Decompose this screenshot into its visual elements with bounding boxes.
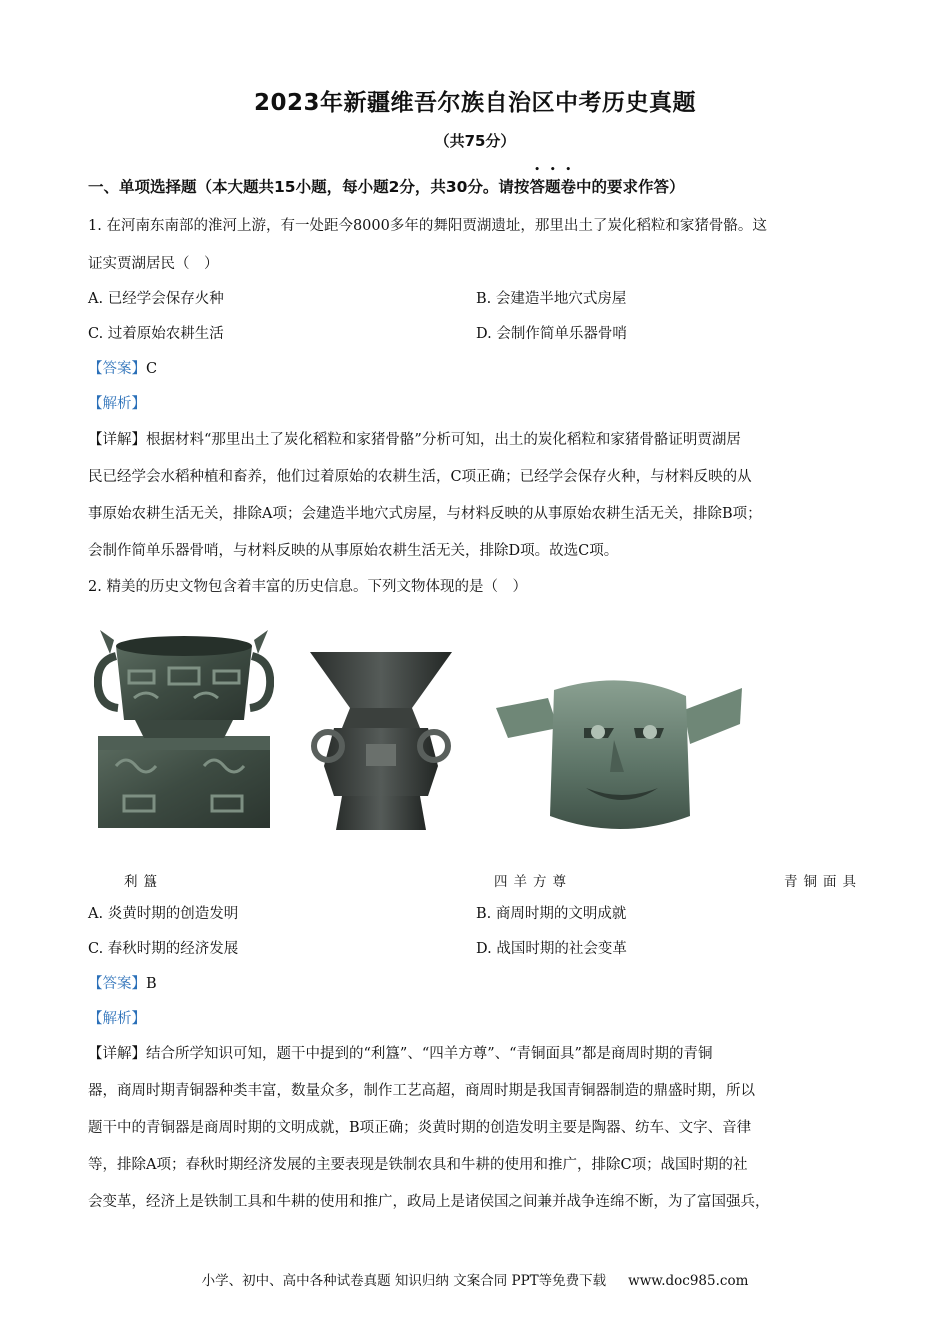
q1-detail-line: 民已经学会水稻种植和畜养，他们过着原始的农耕生活，C项正确；已经学会保存火种，与材料反映的从 (88, 469, 752, 485)
detail-text: 结合所学知识可知，题干中提到的“利簋”、“四羊方尊”、“青铜面具”都是商周时期的青铜 (146, 1046, 713, 1062)
li-gui-image (94, 626, 274, 831)
q1-stem-line: 1. 在河南东南部的淮河上游，有一处距今8000多年的舞阳贾湖遗址，那里出土了炭化稻粒和家猪骨骼。这 (88, 218, 767, 234)
q2-analysis-tag: 【解析】 (88, 1011, 146, 1027)
page-title: 2023年新疆维吾尔族自治区中考历史真题 (253, 90, 696, 116)
caption-four-ram-zun: 四羊方尊 (494, 874, 572, 890)
four-ram-zun-image (306, 644, 456, 834)
section-heading-suffix: 中的要求作答） (575, 178, 685, 196)
emphasis-char: 题 (544, 178, 561, 196)
q2-detail-line: 器，商周时期青铜器种类丰富，数量众多，制作工艺高超，商周时期是我国青铜器制造的鼎盛时期，所以 (88, 1083, 755, 1099)
page-subtitle: （共75分） (434, 132, 516, 150)
detail-tag: 【详解】 (88, 1046, 146, 1062)
q1-detail-line (88, 430, 741, 450)
q1-detail-line: 会制作简单乐器骨哨，与材料反映的从事原始农耕生活无关，排除D项。故选C项。 (88, 543, 619, 559)
q2-option-b: B. 商周时期的文明成就 (476, 906, 627, 922)
q2-detail-line: 等，排除A项；春秋时期经济发展的主要表现是铁制农具和牛耕的使用和推广，排除C项；战国时期的社 (88, 1157, 748, 1173)
footer-text: 小学、初中、高中各种试卷真题 知识归纳 文案合同 PPT等免费下载 (201, 1273, 607, 1289)
q2-option-d: D. 战国时期的社会变革 (476, 941, 627, 957)
emphasis-char: 答 (529, 178, 545, 196)
bronze-mask-image (494, 678, 744, 838)
detail-tag: 【详解】 (88, 432, 146, 448)
answer-value: B (146, 976, 157, 992)
caption-li-gui: 利簋 (124, 874, 163, 890)
caption-bronze-mask: 青铜面具 (784, 874, 862, 890)
section-heading (88, 175, 888, 197)
footer-link[interactable]: www.doc985.com (628, 1273, 749, 1289)
q1-detail-line: 事原始农耕生活无关，排除A项；会建造半地穴式房屋，与材料反映的从事原始农耕生活无关，排除B项； (88, 506, 762, 522)
detail-text: 根据材料“那里出土了炭化稻粒和家猪骨骼”分析可知，出土的炭化稻粒和家猪骨骼证明贾湖居 (146, 432, 741, 448)
q2-detail-line: 题干中的青铜器是商周时期的文明成就，B项正确；炎黄时期的创造发明主要是陶器、纺车、文字、音律 (88, 1120, 752, 1136)
footer (0, 1269, 950, 1289)
section-heading-prefix: 一、单项选择题（本大题共15小题，每小题2分，共30分。请按 (88, 178, 530, 196)
q2-detail-line: 会变革，经济上是铁制工具和牛耕的使用和推广，政局上是诸侯国之间兼并战争连绵不断，为了富国强兵， (88, 1194, 770, 1210)
emphasis-char: 卷 (560, 178, 576, 196)
q1-analysis-tag: 【解析】 (88, 396, 146, 412)
q2-option-c: C. 春秋时期的经济发展 (88, 941, 239, 957)
q1-option-c: C. 过着原始农耕生活 (88, 326, 224, 342)
q1-option-d: D. 会制作简单乐器骨哨 (476, 326, 627, 342)
q2-option-a: A. 炎黄时期的创造发明 (88, 906, 239, 922)
q1-answer (88, 359, 157, 379)
q1-stem-line: 证实贾湖居民（ ） (88, 256, 219, 272)
q2-answer (88, 974, 157, 994)
answer-tag: 【答案】 (88, 976, 146, 992)
q2-detail-line (88, 1044, 712, 1064)
artifact-images (88, 626, 868, 836)
answer-tag: 【答案】 (88, 361, 146, 377)
q1-option-a: A. 已经学会保存火种 (88, 291, 224, 307)
answer-value: C (146, 361, 158, 377)
q2-stem: 2. 精美的历史文物包含着丰富的历史信息。下列文物体现的是（ ） (88, 579, 527, 595)
q1-option-b: B. 会建造半地穴式房屋 (476, 291, 627, 307)
